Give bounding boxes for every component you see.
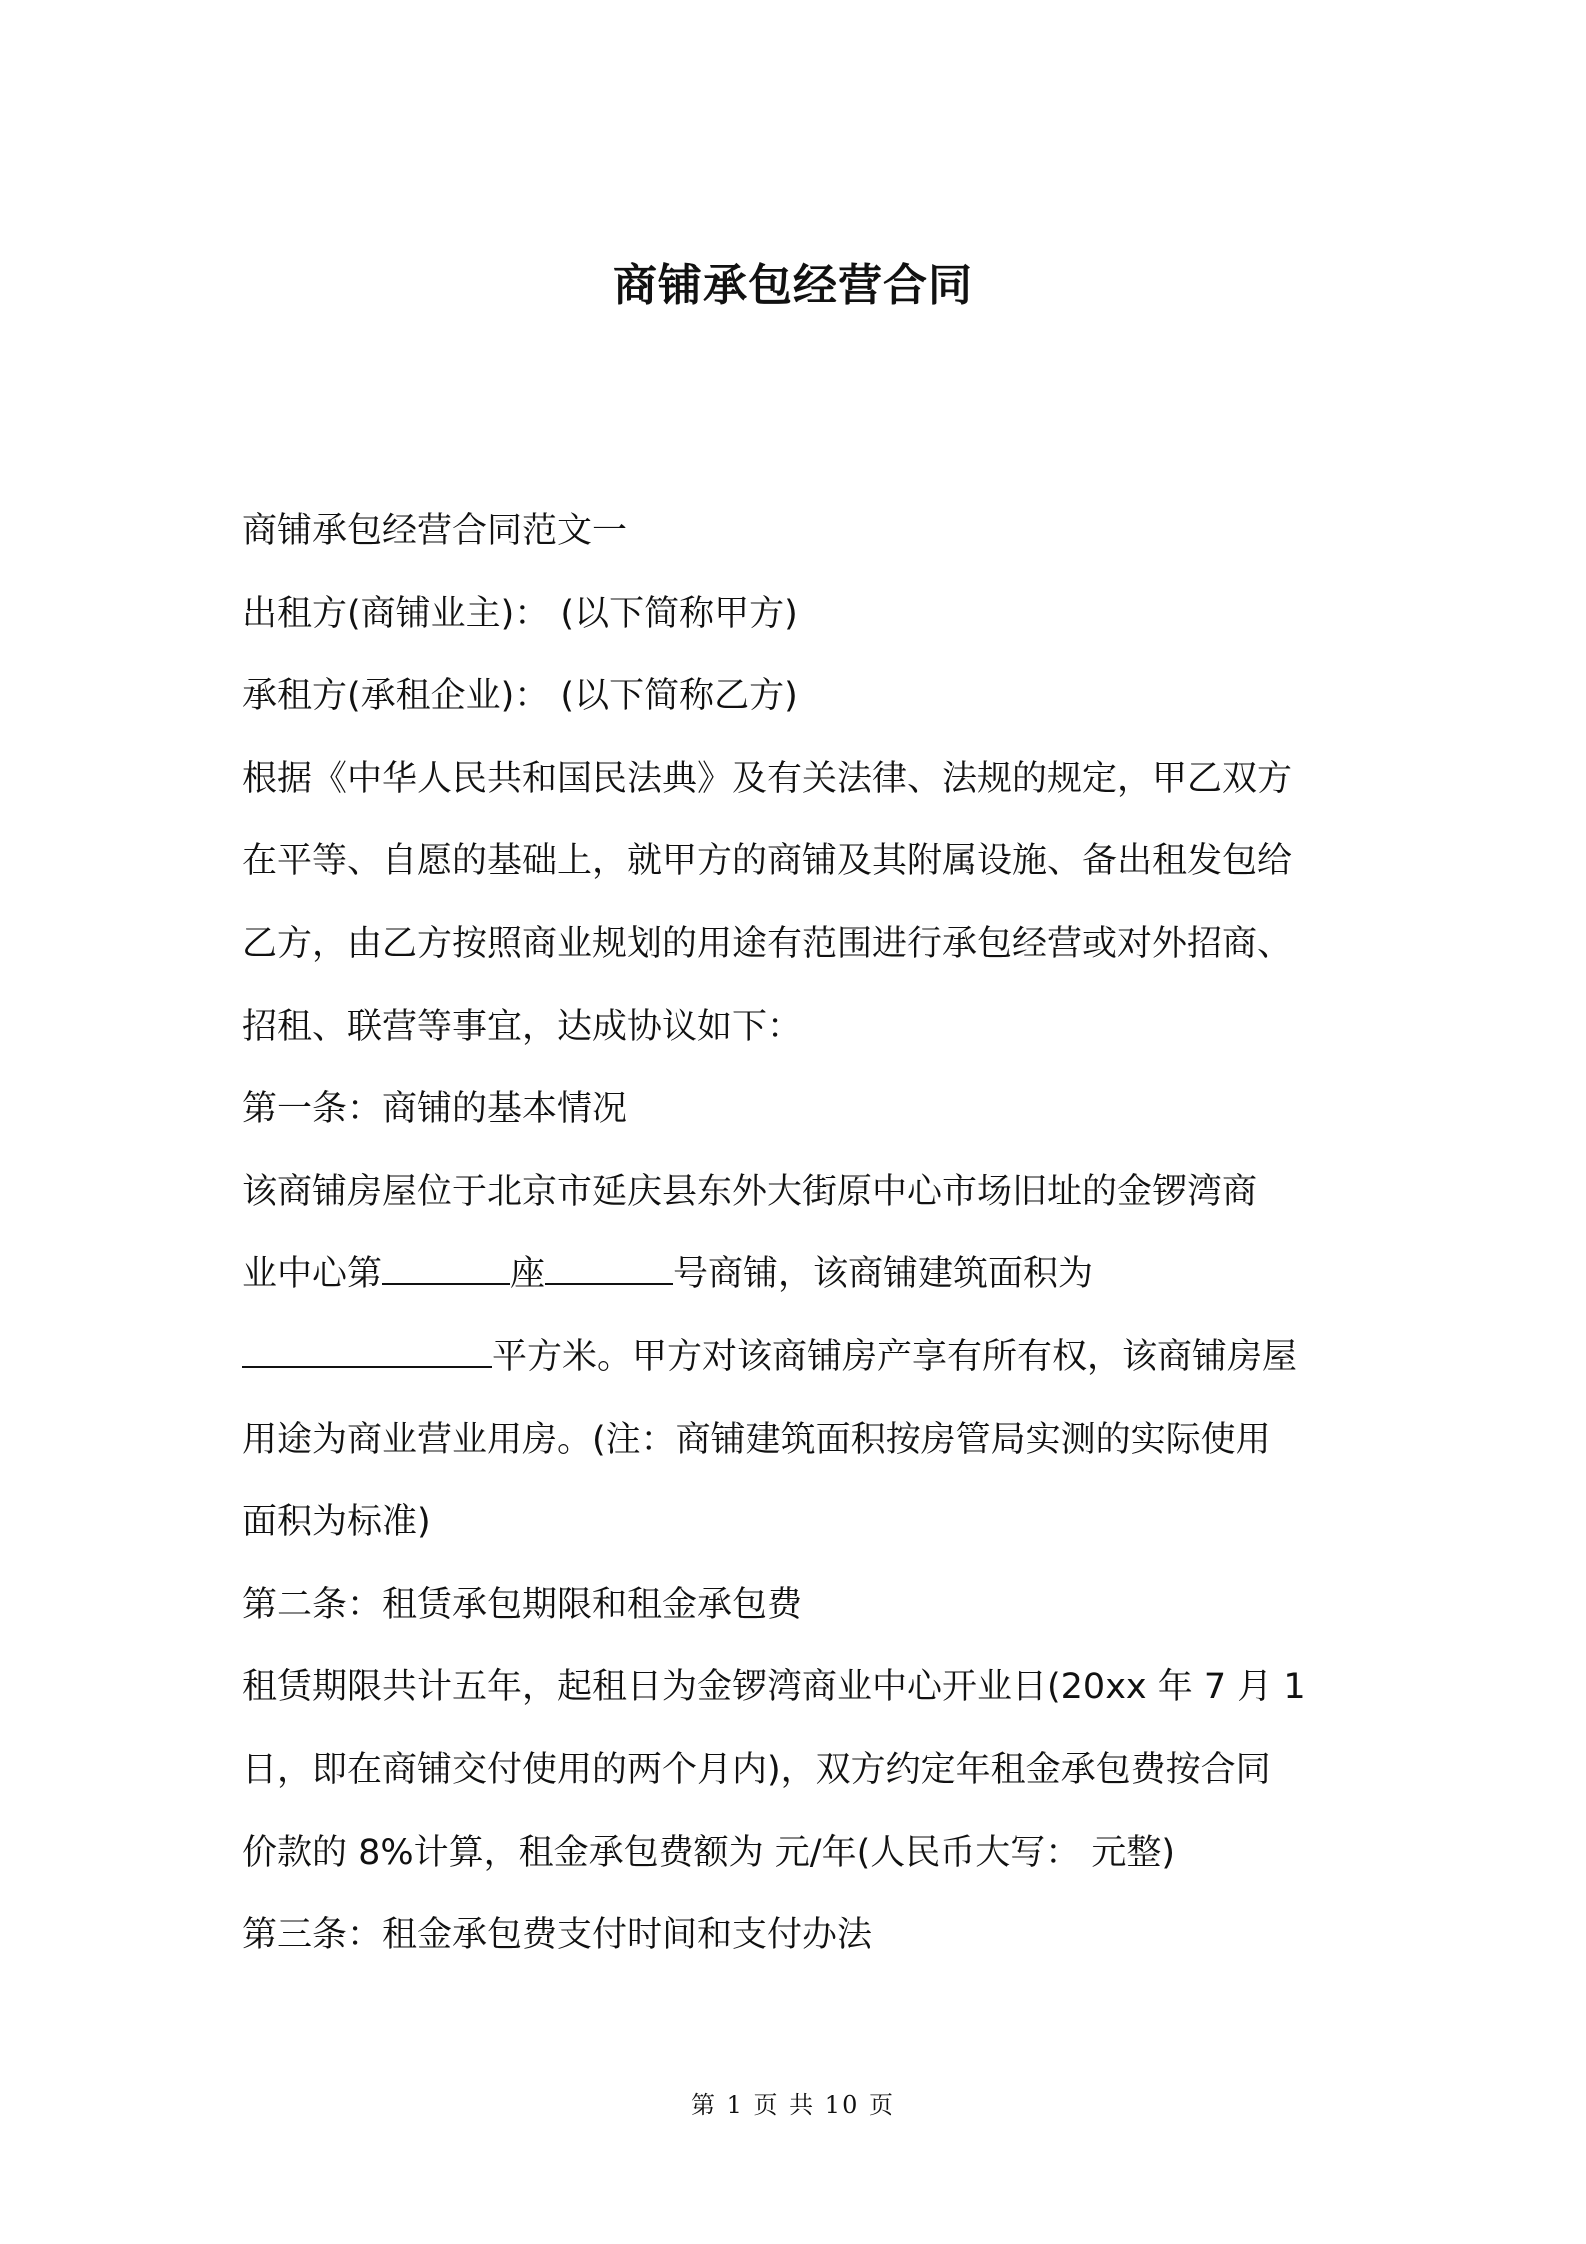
preamble-line-1: 根据《中华人民共和国民法典》及有关法律、法规的规定，甲乙双方: [242, 758, 1293, 799]
preamble-line-4: 招租、联营等事宜，达成协议如下：: [242, 1006, 803, 1047]
article-1-line-2-part-c: 号商铺，该商铺建筑面积为: [673, 1254, 1094, 1295]
article-1-line-3-text: 平方米。甲方对该商铺房产享有所有权，该商铺房屋: [492, 1336, 1298, 1377]
preamble-line-3: 乙方，由乙方按照商业规划的用途有范围进行承包经营或对外招商、: [242, 923, 1293, 964]
article-2-line-3: 价款的 8%计算，租金承包费额为 元/年(人民币大写： 元整): [242, 1832, 1176, 1873]
lessee-line: 承租方(承租企业)： (以下简称乙方): [242, 676, 798, 717]
article-1-line-1: 该商铺房屋位于北京市延庆县东外大街原中心市场旧址的金锣湾商: [242, 1171, 1258, 1212]
area-blank: [242, 1333, 492, 1368]
article-2-heading: 第二条：租赁承包期限和租金承包费: [242, 1584, 803, 1625]
article-3-heading: 第三条：租金承包费支付时间和支付办法: [242, 1915, 873, 1956]
contract-subtitle: 商铺承包经营合同范文一: [242, 511, 628, 551]
article-2-line-2: 日，即在商铺交付使用的两个月内)，双方约定年租金承包费按合同: [242, 1749, 1271, 1790]
article-1-line-2-part-b: 座: [510, 1254, 546, 1295]
document-body: [242, 490, 1362, 1977]
article-1-line-2: [242, 1233, 1362, 1316]
article-1-line-2-part-a: 业中心第: [242, 1254, 383, 1295]
shop-number-blank: [545, 1250, 673, 1285]
article-1-line-3: [242, 1316, 1362, 1399]
article-1-line-5: 面积为标准): [242, 1502, 431, 1543]
page-number-footer: 第 1 页 共 10 页: [691, 2091, 895, 2119]
document-title: 商铺承包经营合同: [613, 260, 973, 311]
building-blank: [382, 1250, 510, 1285]
article-1-heading: 第一条：商铺的基本情况: [242, 1089, 628, 1130]
article-1-line-4: 用途为商业营业用房。(注：商铺建筑面积按房管局实测的实际使用: [242, 1419, 1271, 1460]
lessor-line: 出租方(商铺业主)： (以下简称甲方): [242, 593, 798, 634]
preamble-line-2: 在平等、自愿的基础上，就甲方的商铺及其附属设施、备出租发包给: [242, 841, 1293, 882]
article-2-line-1: 租赁期限共计五年，起租日为金锣湾商业中心开业日(20xx 年 7 月 1: [242, 1667, 1306, 1708]
